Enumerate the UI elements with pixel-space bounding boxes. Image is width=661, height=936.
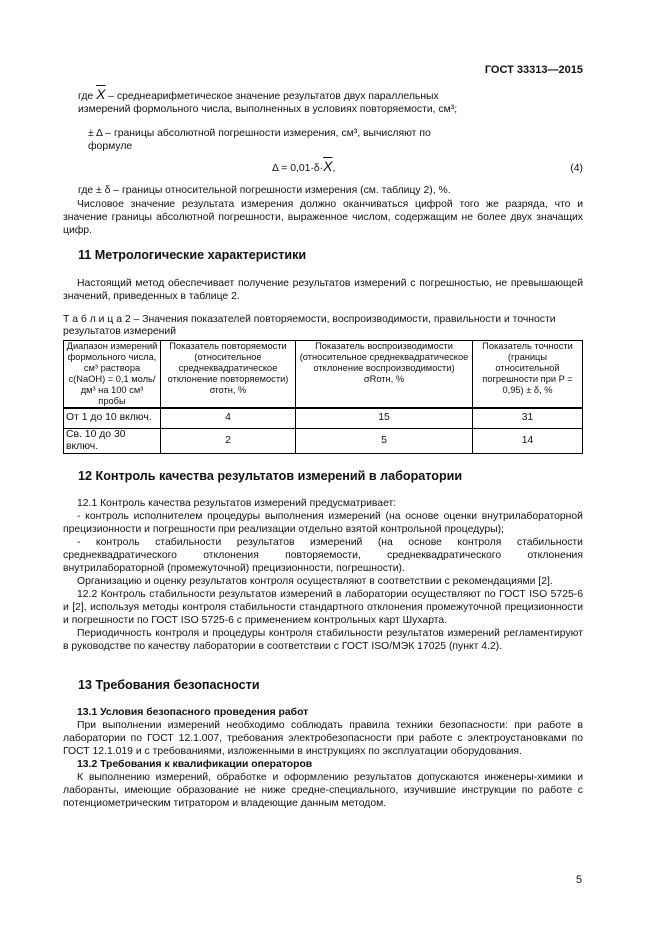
cell: 14: [473, 428, 583, 453]
where-x-text: – среднеарифметическое значение результатов двух параллельных измерений формольного числа, выполненных в условиях повторяемости, см³;: [78, 91, 458, 115]
section-11-text: Настоящий метод обеспечивает получение результатов измерений с погрешностью, не превышающей значений, приведенных в таблице 2.: [63, 278, 583, 302]
formula-tail: ,: [332, 163, 336, 174]
subsection-title: 13.2 Требования к квалификации операторов: [77, 759, 313, 770]
paragraph: - контроль исполнителем процедуры выполнения измерений (на основе оценки внутрилабораторной прецизионности и погрешности при реализации отдельно взятой контрольной процедуры);: [63, 511, 583, 535]
section-13-title: 13 Требования безопасности: [78, 678, 260, 692]
col-header-repeatability: Показатель повторяемости (относительное среднеквадратическое отклонение повторяемости) σrотн, %: [161, 341, 296, 409]
paragraph: При выполнении измерений необходимо соблюдать правила техники безопасности: при работе в лаборатории по ГОСТ 12.1.007, требования электробезопасности при работе с электроустановками по ГОСТ 12.1.019 и с требованиями, изложенными в инструкциях по эксплуатации оборудования.: [63, 720, 583, 757]
table-row: [64, 408, 583, 428]
delta-symbol: ± Δ: [88, 128, 103, 139]
paragraph: Периодичность контроля и процедуры контроля стабильности результатов измерений регламентируют в руководстве по качеству лаборатории в соответствии с ГОСТ ISO/МЭК 17025 (пункт 4.2).: [63, 628, 583, 652]
table-caption: Т а б л и ц а 2 – Значения показателей повторяемости, воспроизводимости, правильности и точности результатов измерений: [63, 314, 556, 337]
col-header-reproducibility: Показатель воспроизводимости (относительное среднеквадратическое отклонение воспроизводимости) σRотн, %: [296, 341, 473, 409]
col-header-range: Диапазон измерений формольного числа, см³ раствора c(NaOH) = 0,1 моль/дм³ на 100 см³ пробы: [64, 341, 161, 409]
x-bar-symbol: $\overline{X}$: [323, 158, 333, 174]
where-delta-rel: где ± δ – границы относительной погрешности измерения (см. таблицу 2), %.: [78, 185, 451, 196]
section-12-body: [63, 497, 583, 653]
cell: 4: [161, 408, 296, 428]
section-13-body: [63, 706, 583, 810]
where-delta-text: – границы абсолютной погрешности измерения, см³, вычисляют по формуле: [88, 128, 431, 152]
paragraph: 12.2 Контроль стабильности результатов измерений в лаборатории осуществляют по ГОСТ ISO 5725-6 и [2], используя методы контроля стабильности стандартного отклонения промежуточной прецизионности и погрешности по ГОСТ ISO 5725-6 с применением контрольных карт Шухарта.: [63, 589, 583, 626]
col-header-accuracy: Показатель точности (границы относительной погрешности при P = 0,95) ± δ, %: [473, 341, 583, 409]
section-12-title: 12 Контроль качества результатов измерений в лаборатории: [78, 469, 463, 483]
where-label: где: [78, 91, 94, 102]
paragraph: Организацию и оценку результатов контроля осуществляют в соответствии с рекомендациями [2].: [77, 576, 553, 587]
cell: От 1 до 10 включ.: [64, 408, 161, 428]
paragraph: - контроль стабильности результатов измерений (на основе контроля стабильности среднеквадратического отклонения повторяемости, среднеквадратического отклонения внутрилабораторной (промежуточной) прецизионности, погрешности).: [63, 537, 583, 574]
page-header: ГОСТ 33313—2015: [484, 64, 583, 76]
formula: [272, 160, 335, 175]
cell: Св. 10 до 30 включ.: [64, 428, 161, 453]
cell: 5: [296, 428, 473, 453]
paragraph: К выполнению измерений, обработке и оформлению результатов допускаются инженеры-химики и лаборанты, имеющие образование не ниже средне-специального, изучившие инструкции по работе с потенциометрическим титратором и владеющие данным методом.: [63, 772, 583, 809]
cell: 2: [161, 428, 296, 453]
cell: 31: [473, 408, 583, 428]
subsection-title: 13.1 Условия безопасного проведения работ: [77, 707, 309, 718]
table-row: [64, 428, 583, 453]
formula-number: (4): [570, 163, 583, 174]
formula-text: Δ = 0,01·δ·: [272, 163, 324, 174]
table-2: [63, 340, 583, 454]
where-x-block: [78, 88, 478, 116]
page-number: 5: [576, 874, 583, 886]
section-11-title: 11 Метрологические характеристики: [78, 248, 307, 262]
x-bar-symbol: $\overline{X}$: [96, 86, 106, 102]
para-rounding: Числовое значение результата измерения должно оканчиваться цифрой того же разряда, что и значение границы абсолютной погрешности, выраженное числом, содержащим не более двух значащих цифр.: [63, 199, 583, 236]
where-delta-block: [88, 127, 468, 153]
paragraph: 12.1 Контроль качества результатов измерений предусматривает:: [77, 498, 397, 509]
cell: 15: [296, 408, 473, 428]
